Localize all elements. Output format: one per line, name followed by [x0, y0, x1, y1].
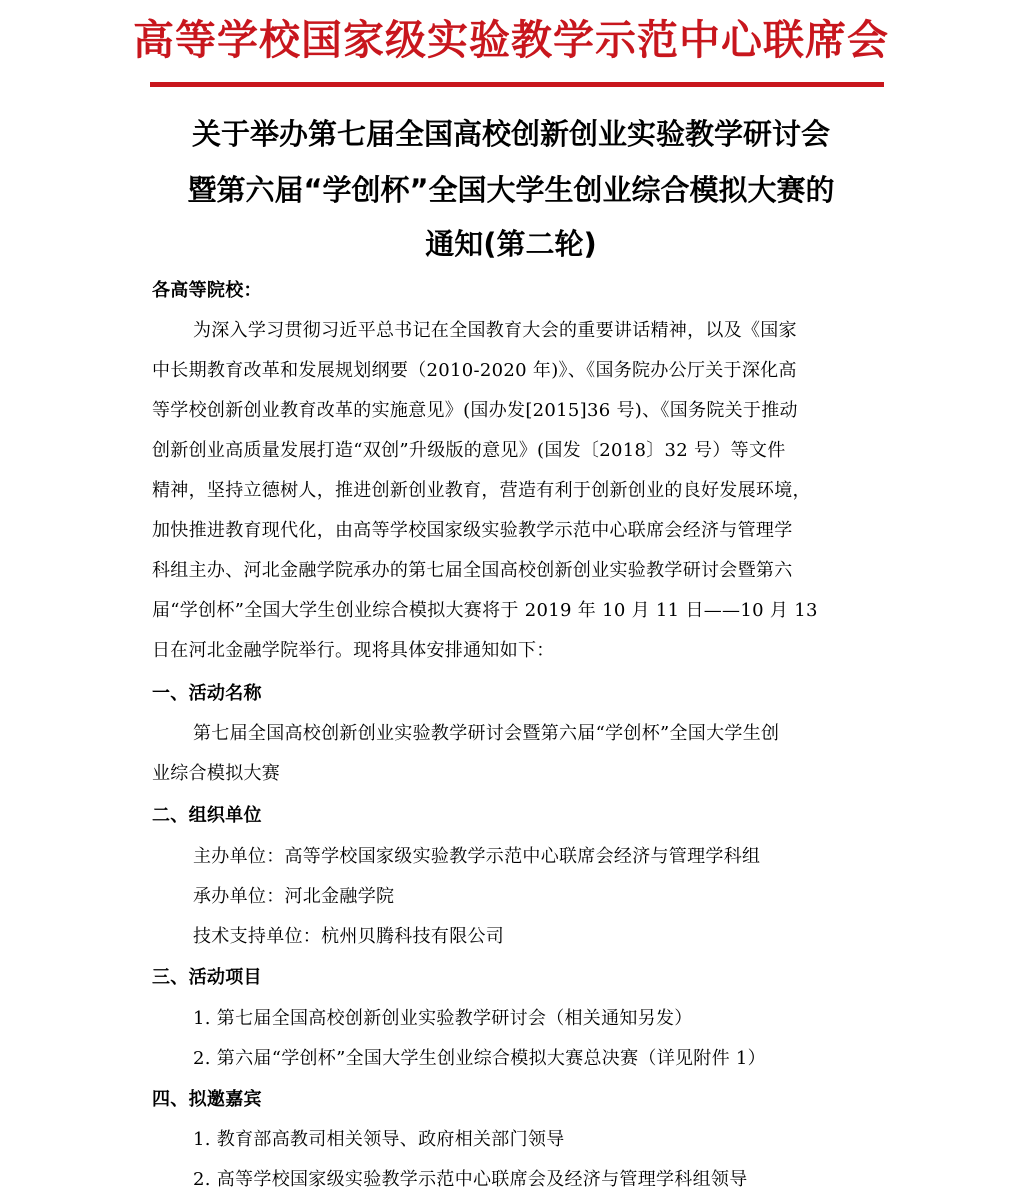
section-heading: 一、活动名称 [152, 683, 262, 704]
section-line: 主办单位：高等学校国家级实验教学示范中心联席会经济与管理学科组 [193, 846, 761, 867]
section-line: 2. 第六届“学创杯”全国大学生创业综合模拟大赛总决赛（详见附件 1） [193, 1048, 766, 1069]
section-line: 业综合模拟大赛 [152, 763, 281, 784]
header-org-name: 高等学校国家级实验教学示范中心联席会 [133, 16, 889, 64]
document-title-line-1: 关于举办第七届全国高校创新创业实验教学研讨会 [191, 117, 830, 151]
intro-line: 精神，坚持立德树人，推进创新创业教育，营造有利于创新创业的良好发展环境， [152, 480, 811, 501]
section-line: 承办单位：河北金融学院 [193, 886, 395, 907]
section-heading: 三、活动项目 [152, 967, 262, 988]
header-rule [150, 82, 884, 87]
section-line: 1. 教育部高教司相关领导、政府相关部门领导 [193, 1129, 565, 1150]
section-line: 第七届全国高校创新创业实验教学研讨会暨第六届“学创杯”全国大学生创 [193, 723, 780, 744]
section-line: 2. 高等学校国家级实验教学示范中心联席会及经济与管理学科组领导 [193, 1169, 748, 1190]
section-line: 1. 第七届全国高校创新创业实验教学研讨会（相关通知另发） [193, 1008, 693, 1029]
section-heading: 二、组织单位 [152, 805, 262, 826]
intro-line: 中长期教育改革和发展规划纲要（2010-2020 年)》、《国务院办公厅关于深化高 [152, 360, 797, 381]
intro-line: 日在河北金融学院举行。现将具体安排通知如下： [152, 640, 555, 661]
section-heading: 四、拟邀嘉宾 [152, 1089, 262, 1110]
intro-line: 加快推进教育现代化，由高等学校国家级实验教学示范中心联席会经济与管理学 [152, 520, 793, 541]
section-line: 技术支持单位：杭州贝腾科技有限公司 [193, 926, 505, 947]
document-title-line-2: 暨第六届“学创杯”全国大学生创业综合模拟大赛的 [187, 173, 835, 207]
intro-line: 为深入学习贯彻习近平总书记在全国教育大会的重要讲话精神，以及《国家 [193, 320, 797, 341]
document-title-line-3: 通知(第二轮) [425, 227, 597, 261]
salutation: 各高等院校： [152, 280, 262, 301]
intro-line: 等学校创新创业教育改革的实施意见》(国办发[2015]36 号)、《国务院关于推动 [152, 400, 798, 421]
intro-line: 创新创业高质量发展打造“双创”升级版的意见》(国发〔2018〕32 号）等文件 [152, 440, 786, 461]
intro-line: 届“学创杯”全国大学生创业综合模拟大赛将于 2019 年 10 月 11 日——10 月 13 [152, 600, 818, 621]
intro-line: 科组主办、河北金融学院承办的第七届全国高校创新创业实验教学研讨会暨第六 [152, 560, 793, 581]
